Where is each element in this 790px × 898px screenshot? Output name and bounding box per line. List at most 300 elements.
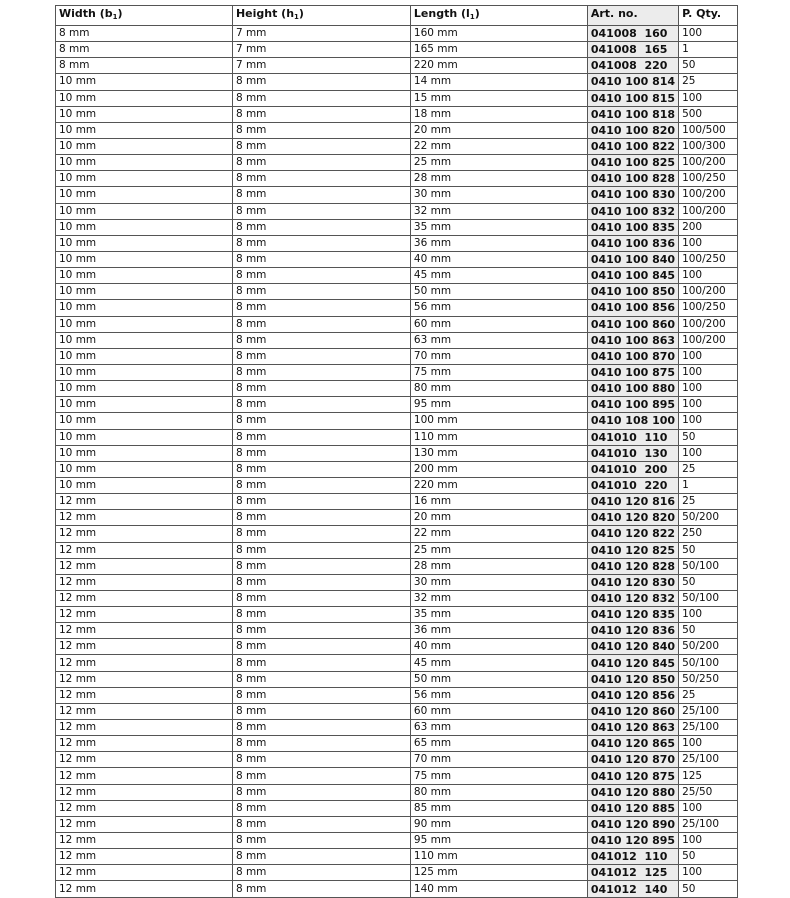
cell-pack-qty: 50 [679, 881, 738, 897]
table-row [56, 74, 738, 90]
cell-height: 8 mm [232, 413, 410, 429]
cell-art-no: 0410 120 885 [587, 800, 678, 816]
cell-width: 10 mm [56, 138, 233, 154]
cell-width: 10 mm [56, 251, 233, 267]
cell-length: 75 mm [410, 364, 587, 380]
cell-art-no: 0410 100 814 [587, 74, 678, 90]
table-row [56, 574, 738, 590]
cell-art-no: 041010 110 [587, 429, 678, 445]
cell-width: 10 mm [56, 429, 233, 445]
cell-pack-qty: 100 [679, 90, 738, 106]
cell-width: 10 mm [56, 268, 233, 284]
table-row [56, 413, 738, 429]
table-row [56, 445, 738, 461]
table-row [56, 558, 738, 574]
product-table [55, 5, 738, 898]
header-post: ) [117, 7, 123, 20]
cell-width: 12 mm [56, 590, 233, 606]
cell-length: 32 mm [410, 590, 587, 606]
cell-width: 10 mm [56, 122, 233, 138]
cell-pack-qty: 100 [679, 26, 738, 42]
cell-length: 18 mm [410, 106, 587, 122]
cell-height: 8 mm [232, 816, 410, 832]
cell-length: 110 mm [410, 849, 587, 865]
table-row [56, 58, 738, 74]
cell-art-no: 041010 200 [587, 461, 678, 477]
header-pre: Art. no. [590, 7, 638, 20]
cell-width: 12 mm [56, 833, 233, 849]
cell-width: 12 mm [56, 494, 233, 510]
cell-width: 10 mm [56, 413, 233, 429]
cell-height: 8 mm [232, 542, 410, 558]
cell-length: 95 mm [410, 397, 587, 413]
cell-height: 7 mm [232, 58, 410, 74]
cell-height: 8 mm [232, 768, 410, 784]
cell-art-no: 0410 120 863 [587, 720, 678, 736]
cell-pack-qty: 100/200 [679, 284, 738, 300]
table-row [56, 655, 738, 671]
table-row [56, 494, 738, 510]
cell-height: 8 mm [232, 881, 410, 897]
header-sub: 1 [469, 13, 475, 21]
cell-length: 50 mm [410, 671, 587, 687]
cell-width: 10 mm [56, 155, 233, 171]
cell-height: 8 mm [232, 155, 410, 171]
cell-width: 12 mm [56, 655, 233, 671]
cell-art-no: 0410 100 818 [587, 106, 678, 122]
cell-height: 8 mm [232, 510, 410, 526]
cell-art-no: 0410 120 840 [587, 639, 678, 655]
cell-width: 10 mm [56, 477, 233, 493]
cell-length: 90 mm [410, 816, 587, 832]
cell-length: 30 mm [410, 187, 587, 203]
cell-pack-qty: 50 [679, 849, 738, 865]
header-pre: Width (b [59, 7, 113, 20]
cell-pack-qty: 25 [679, 74, 738, 90]
column-header-pack-qty [679, 6, 738, 26]
cell-pack-qty: 50/200 [679, 639, 738, 655]
cell-height: 8 mm [232, 429, 410, 445]
cell-height: 8 mm [232, 590, 410, 606]
cell-height: 8 mm [232, 671, 410, 687]
cell-height: 8 mm [232, 461, 410, 477]
column-header-height [232, 6, 410, 26]
cell-length: 70 mm [410, 752, 587, 768]
cell-width: 12 mm [56, 574, 233, 590]
cell-art-no: 0410 120 830 [587, 574, 678, 590]
cell-height: 8 mm [232, 90, 410, 106]
table-row [56, 607, 738, 623]
cell-pack-qty: 25/100 [679, 720, 738, 736]
cell-width: 10 mm [56, 364, 233, 380]
table-row [56, 800, 738, 816]
cell-pack-qty: 25 [679, 494, 738, 510]
cell-width: 10 mm [56, 90, 233, 106]
cell-height: 8 mm [232, 865, 410, 881]
cell-height: 7 mm [232, 26, 410, 42]
cell-length: 28 mm [410, 558, 587, 574]
cell-width: 12 mm [56, 703, 233, 719]
cell-height: 8 mm [232, 800, 410, 816]
cell-length: 20 mm [410, 122, 587, 138]
cell-height: 8 mm [232, 833, 410, 849]
table-row [56, 477, 738, 493]
cell-pack-qty: 25/100 [679, 816, 738, 832]
table-row [56, 381, 738, 397]
cell-height: 8 mm [232, 268, 410, 284]
cell-pack-qty: 50/100 [679, 558, 738, 574]
cell-length: 16 mm [410, 494, 587, 510]
cell-art-no: 0410 120 835 [587, 607, 678, 623]
table-row [56, 736, 738, 752]
cell-height: 8 mm [232, 752, 410, 768]
cell-art-no: 0410 100 820 [587, 122, 678, 138]
cell-width: 12 mm [56, 510, 233, 526]
cell-width: 12 mm [56, 558, 233, 574]
cell-height: 8 mm [232, 332, 410, 348]
cell-pack-qty: 100 [679, 364, 738, 380]
cell-length: 63 mm [410, 332, 587, 348]
cell-length: 125 mm [410, 865, 587, 881]
cell-art-no: 0410 100 850 [587, 284, 678, 300]
cell-art-no: 0410 100 815 [587, 90, 678, 106]
table-row [56, 187, 738, 203]
header-post: ) [474, 7, 480, 20]
table-row [56, 90, 738, 106]
cell-length: 30 mm [410, 574, 587, 590]
cell-length: 65 mm [410, 736, 587, 752]
table-row [56, 526, 738, 542]
table-row [56, 623, 738, 639]
header-sub: 1 [112, 13, 118, 21]
cell-pack-qty: 100/200 [679, 155, 738, 171]
cell-pack-qty: 100/500 [679, 122, 738, 138]
cell-pack-qty: 25 [679, 461, 738, 477]
cell-pack-qty: 1 [679, 42, 738, 58]
cell-height: 8 mm [232, 655, 410, 671]
cell-art-no: 0410 100 840 [587, 251, 678, 267]
cell-art-no: 0410 120 875 [587, 768, 678, 784]
table-row [56, 106, 738, 122]
cell-height: 8 mm [232, 623, 410, 639]
cell-pack-qty: 500 [679, 106, 738, 122]
cell-art-no: 0410 120 828 [587, 558, 678, 574]
cell-length: 35 mm [410, 607, 587, 623]
cell-art-no: 041012 110 [587, 849, 678, 865]
table-row [56, 687, 738, 703]
table-row [56, 284, 738, 300]
cell-pack-qty: 100 [679, 736, 738, 752]
cell-height: 8 mm [232, 251, 410, 267]
cell-pack-qty: 50 [679, 429, 738, 445]
cell-height: 8 mm [232, 381, 410, 397]
cell-length: 130 mm [410, 445, 587, 461]
cell-height: 8 mm [232, 574, 410, 590]
table-row [56, 171, 738, 187]
cell-art-no: 0410 100 832 [587, 203, 678, 219]
cell-art-no: 0410 100 835 [587, 219, 678, 235]
cell-width: 10 mm [56, 74, 233, 90]
cell-width: 10 mm [56, 461, 233, 477]
cell-height: 8 mm [232, 445, 410, 461]
table-row [56, 752, 738, 768]
cell-width: 12 mm [56, 784, 233, 800]
cell-pack-qty: 100 [679, 397, 738, 413]
cell-art-no: 041008 165 [587, 42, 678, 58]
cell-pack-qty: 1 [679, 477, 738, 493]
table-body [56, 26, 738, 898]
cell-width: 12 mm [56, 671, 233, 687]
cell-pack-qty: 100/200 [679, 316, 738, 332]
cell-length: 80 mm [410, 784, 587, 800]
table-row [56, 26, 738, 42]
cell-width: 8 mm [56, 26, 233, 42]
cell-pack-qty: 25 [679, 687, 738, 703]
table-row [56, 300, 738, 316]
cell-length: 160 mm [410, 26, 587, 42]
cell-height: 8 mm [232, 348, 410, 364]
cell-height: 8 mm [232, 284, 410, 300]
cell-pack-qty: 100/200 [679, 332, 738, 348]
cell-length: 60 mm [410, 703, 587, 719]
cell-length: 45 mm [410, 655, 587, 671]
cell-art-no: 0410 100 863 [587, 332, 678, 348]
cell-art-no: 041010 130 [587, 445, 678, 461]
cell-height: 8 mm [232, 849, 410, 865]
cell-length: 25 mm [410, 542, 587, 558]
cell-art-no: 0410 120 836 [587, 623, 678, 639]
cell-height: 8 mm [232, 736, 410, 752]
cell-pack-qty: 100 [679, 445, 738, 461]
cell-length: 140 mm [410, 881, 587, 897]
cell-width: 8 mm [56, 42, 233, 58]
cell-width: 10 mm [56, 381, 233, 397]
cell-width: 12 mm [56, 865, 233, 881]
cell-height: 8 mm [232, 720, 410, 736]
cell-width: 10 mm [56, 106, 233, 122]
cell-height: 8 mm [232, 397, 410, 413]
cell-length: 220 mm [410, 58, 587, 74]
cell-art-no: 0410 120 880 [587, 784, 678, 800]
cell-length: 40 mm [410, 639, 587, 655]
header-pre: Height (h [235, 7, 295, 20]
header-row [56, 6, 738, 26]
cell-length: 200 mm [410, 461, 587, 477]
cell-art-no: 0410 120 860 [587, 703, 678, 719]
cell-art-no: 041012 140 [587, 881, 678, 897]
cell-pack-qty: 100 [679, 800, 738, 816]
cell-width: 12 mm [56, 881, 233, 897]
cell-height: 8 mm [232, 235, 410, 251]
cell-art-no: 0410 120 865 [587, 736, 678, 752]
cell-length: 15 mm [410, 90, 587, 106]
cell-length: 85 mm [410, 800, 587, 816]
cell-art-no: 0410 120 816 [587, 494, 678, 510]
cell-art-no: 0410 120 845 [587, 655, 678, 671]
cell-art-no: 0410 100 828 [587, 171, 678, 187]
cell-width: 10 mm [56, 348, 233, 364]
cell-width: 12 mm [56, 736, 233, 752]
cell-width: 10 mm [56, 187, 233, 203]
cell-art-no: 0410 100 822 [587, 138, 678, 154]
cell-width: 12 mm [56, 526, 233, 542]
cell-art-no: 0410 100 880 [587, 381, 678, 397]
cell-height: 8 mm [232, 316, 410, 332]
cell-width: 10 mm [56, 300, 233, 316]
cell-pack-qty: 100/300 [679, 138, 738, 154]
cell-height: 8 mm [232, 784, 410, 800]
cell-height: 8 mm [232, 639, 410, 655]
cell-art-no: 0410 120 856 [587, 687, 678, 703]
header-sub: 1 [294, 13, 299, 21]
cell-art-no: 0410 120 870 [587, 752, 678, 768]
cell-art-no: 041008 220 [587, 58, 678, 74]
cell-length: 60 mm [410, 316, 587, 332]
cell-width: 10 mm [56, 332, 233, 348]
cell-pack-qty: 100 [679, 607, 738, 623]
cell-art-no: 041012 125 [587, 865, 678, 881]
cell-pack-qty: 100 [679, 348, 738, 364]
cell-length: 36 mm [410, 623, 587, 639]
cell-art-no: 041010 220 [587, 477, 678, 493]
cell-art-no: 0410 100 836 [587, 235, 678, 251]
cell-width: 12 mm [56, 687, 233, 703]
cell-length: 25 mm [410, 155, 587, 171]
cell-length: 56 mm [410, 300, 587, 316]
table-row [56, 816, 738, 832]
cell-pack-qty: 25/100 [679, 752, 738, 768]
cell-pack-qty: 100 [679, 865, 738, 881]
cell-length: 70 mm [410, 348, 587, 364]
table-row [56, 849, 738, 865]
table-row [56, 590, 738, 606]
cell-art-no: 0410 100 895 [587, 397, 678, 413]
cell-length: 220 mm [410, 477, 587, 493]
cell-height: 8 mm [232, 364, 410, 380]
cell-height: 7 mm [232, 42, 410, 58]
cell-width: 10 mm [56, 397, 233, 413]
table-row [56, 768, 738, 784]
cell-width: 10 mm [56, 203, 233, 219]
cell-pack-qty: 50 [679, 58, 738, 74]
cell-length: 45 mm [410, 268, 587, 284]
cell-width: 10 mm [56, 284, 233, 300]
cell-art-no: 0410 120 822 [587, 526, 678, 542]
cell-height: 8 mm [232, 526, 410, 542]
cell-height: 8 mm [232, 106, 410, 122]
cell-pack-qty: 100 [679, 833, 738, 849]
cell-height: 8 mm [232, 171, 410, 187]
cell-art-no: 0410 120 832 [587, 590, 678, 606]
table-row [56, 510, 738, 526]
cell-pack-qty: 100/250 [679, 300, 738, 316]
cell-height: 8 mm [232, 138, 410, 154]
cell-pack-qty: 100 [679, 381, 738, 397]
cell-length: 36 mm [410, 235, 587, 251]
table-row [56, 833, 738, 849]
cell-pack-qty: 100/200 [679, 187, 738, 203]
table-row [56, 138, 738, 154]
cell-art-no: 0410 100 875 [587, 364, 678, 380]
cell-pack-qty: 125 [679, 768, 738, 784]
cell-pack-qty: 50 [679, 542, 738, 558]
cell-width: 12 mm [56, 752, 233, 768]
cell-height: 8 mm [232, 122, 410, 138]
cell-length: 80 mm [410, 381, 587, 397]
cell-width: 12 mm [56, 720, 233, 736]
cell-width: 12 mm [56, 849, 233, 865]
table-row [56, 122, 738, 138]
cell-width: 12 mm [56, 607, 233, 623]
cell-width: 12 mm [56, 639, 233, 655]
cell-pack-qty: 100 [679, 235, 738, 251]
cell-pack-qty: 100/250 [679, 171, 738, 187]
column-header-art-no [587, 6, 678, 26]
table-row [56, 155, 738, 171]
cell-art-no: 0410 120 895 [587, 833, 678, 849]
table-row [56, 397, 738, 413]
table-row [56, 881, 738, 897]
cell-length: 40 mm [410, 251, 587, 267]
cell-width: 12 mm [56, 623, 233, 639]
cell-length: 50 mm [410, 284, 587, 300]
cell-pack-qty: 250 [679, 526, 738, 542]
cell-art-no: 041008 160 [587, 26, 678, 42]
cell-art-no: 0410 120 820 [587, 510, 678, 526]
table-row [56, 203, 738, 219]
header-pre: P. Qty. [682, 7, 722, 20]
table-row [56, 251, 738, 267]
cell-length: 95 mm [410, 833, 587, 849]
table-row [56, 268, 738, 284]
cell-height: 8 mm [232, 74, 410, 90]
cell-art-no: 0410 100 825 [587, 155, 678, 171]
cell-length: 32 mm [410, 203, 587, 219]
cell-height: 8 mm [232, 187, 410, 203]
cell-pack-qty: 25/50 [679, 784, 738, 800]
cell-art-no: 0410 100 830 [587, 187, 678, 203]
cell-pack-qty: 100 [679, 268, 738, 284]
cell-length: 165 mm [410, 42, 587, 58]
cell-length: 14 mm [410, 74, 587, 90]
cell-width: 12 mm [56, 768, 233, 784]
table-row [56, 865, 738, 881]
cell-width: 10 mm [56, 316, 233, 332]
cell-width: 10 mm [56, 171, 233, 187]
cell-width: 12 mm [56, 542, 233, 558]
cell-pack-qty: 50 [679, 623, 738, 639]
table-row [56, 332, 738, 348]
cell-art-no: 0410 120 890 [587, 816, 678, 832]
table-row [56, 703, 738, 719]
cell-width: 10 mm [56, 219, 233, 235]
cell-length: 110 mm [410, 429, 587, 445]
cell-width: 12 mm [56, 816, 233, 832]
cell-length: 20 mm [410, 510, 587, 526]
cell-pack-qty: 200 [679, 219, 738, 235]
cell-pack-qty: 25/100 [679, 703, 738, 719]
column-header-length [410, 6, 587, 26]
column-header-width [56, 6, 233, 26]
table-row [56, 720, 738, 736]
cell-art-no: 0410 120 825 [587, 542, 678, 558]
table-row [56, 235, 738, 251]
table-row [56, 364, 738, 380]
cell-pack-qty: 100/250 [679, 251, 738, 267]
cell-length: 100 mm [410, 413, 587, 429]
cell-length: 28 mm [410, 171, 587, 187]
cell-length: 56 mm [410, 687, 587, 703]
